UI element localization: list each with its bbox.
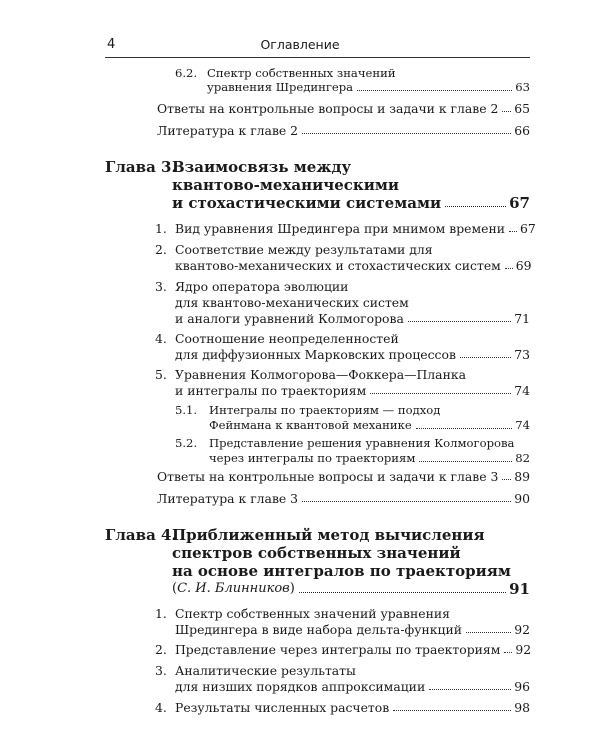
author-name: С. И. Блинников <box>177 581 290 596</box>
dot-leader <box>416 428 512 429</box>
toc-entry-text: Спектр собственных значений <box>207 66 396 80</box>
toc-entry-text: Уравнения Колмогорова—Фоккера—Планка <box>175 367 466 382</box>
toc-entry-number: 3. <box>155 663 167 678</box>
dot-leader <box>509 231 517 232</box>
chapter-label: Глава 3. <box>105 158 177 176</box>
page-ref: 66 <box>514 123 530 138</box>
author-paren-close: ) <box>289 581 295 596</box>
running-title: Оглавление <box>260 37 340 52</box>
toc-entry[interactable] <box>175 258 530 273</box>
dot-leader <box>466 632 511 633</box>
dot-leader <box>370 393 511 394</box>
chapter-title: и стохастическими системами <box>172 194 442 212</box>
toc-entry-number: 2. <box>155 642 167 657</box>
toc-entry-text: Фейнмана к квантовой механике <box>209 418 412 432</box>
dot-leader <box>419 461 512 462</box>
page-ref: 74 <box>514 383 530 398</box>
chapter-author <box>172 580 295 598</box>
dot-leader <box>460 357 511 358</box>
toc-entry-text: Соотношение неопределенностей <box>175 331 399 346</box>
toc-entry[interactable] <box>175 347 530 362</box>
toc-entry-text: Результаты численных расчетов <box>175 700 390 715</box>
page-ref: 67 <box>519 221 536 236</box>
author-paren-open: ( <box>172 581 178 596</box>
chapter-title: Взаимосвязь между <box>172 158 352 176</box>
chapter-title: спектров собственных значений <box>172 544 461 562</box>
dot-leader <box>502 111 511 112</box>
toc-entry-text: Литература к главе 3 <box>157 491 299 506</box>
dot-leader <box>302 133 511 134</box>
chapter-title-row[interactable] <box>172 580 530 598</box>
page-ref: 67 <box>509 194 530 212</box>
chapter-title: Приближенный метод вычисления <box>172 526 485 544</box>
page-ref: 71 <box>514 311 530 326</box>
toc-entry-text: и аналоги уравнений Колмогорова <box>175 311 404 326</box>
toc-entry-text: Представление решения уравнения Колмогорова <box>209 436 515 450</box>
page-header <box>0 0 600 60</box>
toc-entry-text: для диффузионных Марковских процессов <box>175 347 456 362</box>
toc-entry[interactable] <box>175 311 530 326</box>
page-ref: 90 <box>514 491 530 506</box>
page-ref: 65 <box>514 101 530 116</box>
toc-entry-number: 6.2. <box>175 66 198 80</box>
toc-entry[interactable] <box>207 80 530 95</box>
toc-entry-number: 5.1. <box>175 403 198 417</box>
dot-leader <box>302 501 511 502</box>
toc-entry-number: 1. <box>155 221 167 236</box>
page-ref: 63 <box>515 80 530 94</box>
toc-entry-text: для квантово-механических систем <box>175 295 409 310</box>
page-ref: 82 <box>515 451 530 465</box>
toc-entry-number: 5. <box>155 367 167 382</box>
toc-entry[interactable] <box>209 451 530 466</box>
toc-entry-text: Шредингера в виде набора дельта-функций <box>175 622 462 637</box>
chapter-title: на основе интегралов по траекториям <box>172 562 511 580</box>
toc-entry[interactable] <box>209 418 530 433</box>
toc-entry-text: через интегралы по траекториям <box>209 451 416 465</box>
toc-entry[interactable] <box>175 383 530 398</box>
toc-entry-text: уравнения Шредингера <box>207 80 354 94</box>
page-ref: 92 <box>515 642 532 657</box>
chapter-label: Глава 4. <box>105 526 177 544</box>
page-ref: 89 <box>514 469 530 484</box>
toc-entry-number: 5.2. <box>175 436 198 450</box>
toc-entry[interactable] <box>157 491 530 506</box>
page-ref: 69 <box>515 258 532 273</box>
dot-leader <box>429 689 511 690</box>
page-ref: 91 <box>509 580 530 598</box>
toc-entry[interactable] <box>175 622 530 637</box>
toc-entry[interactable] <box>175 679 530 694</box>
toc-entry-number: 1. <box>155 606 167 621</box>
dot-leader <box>445 206 506 207</box>
toc-entry[interactable] <box>157 123 530 138</box>
toc-entry-text: Интегралы по траекториям — подход <box>209 403 441 417</box>
toc-entry-number: 2. <box>155 242 167 257</box>
header-divider <box>105 57 530 58</box>
page-number: 4 <box>107 37 116 52</box>
page-ref: 92 <box>514 622 530 637</box>
toc-entry-number: 4. <box>155 331 167 346</box>
toc-entry-text: Ядро оператора эволюции <box>175 279 349 294</box>
toc-entry[interactable] <box>175 700 530 715</box>
toc-entry-text: Литература к главе 2 <box>157 123 299 138</box>
toc-entry[interactable] <box>157 469 530 484</box>
toc-entry-number: 4. <box>155 700 167 715</box>
dot-leader <box>505 268 513 269</box>
toc-entry-number: 3. <box>155 279 167 294</box>
dot-leader <box>502 479 511 480</box>
toc-entry-text: Ответы на контрольные вопросы и задачи к главе 3 <box>157 469 499 484</box>
dot-leader <box>357 90 512 91</box>
toc-entry-text: и интегралы по траекториям <box>175 383 367 398</box>
dot-leader <box>408 321 511 322</box>
toc-entry-text: Ответы на контрольные вопросы и задачи к главе 2 <box>157 101 499 116</box>
toc-entry-text: Представление через интегралы по траекториям <box>175 642 501 657</box>
toc-entry-text: для низших порядков аппроксимации <box>175 679 426 694</box>
toc-entry[interactable] <box>157 101 530 116</box>
toc-entry-text: Спектр собственных значений уравнения <box>175 606 450 621</box>
dot-leader <box>299 592 506 593</box>
dot-leader <box>393 710 511 711</box>
toc-entry-text: Аналитические результаты <box>175 663 356 678</box>
toc-entry[interactable] <box>175 221 536 236</box>
toc-entry-text: квантово-механических и стохастических систем <box>175 258 501 273</box>
toc-entry-text: Вид уравнения Шредингера при мнимом времени <box>175 221 505 236</box>
chapter-title-row[interactable] <box>172 194 530 212</box>
page-ref: 73 <box>514 347 530 362</box>
toc-entry-text: Соответствие между результатами для <box>175 242 433 257</box>
toc-entry[interactable] <box>175 642 530 657</box>
page-ref: 98 <box>514 700 530 715</box>
page-ref: 96 <box>514 679 530 694</box>
dot-leader <box>504 652 512 653</box>
page-ref: 74 <box>515 418 530 432</box>
chapter-title: квантово-механическими <box>172 176 400 194</box>
